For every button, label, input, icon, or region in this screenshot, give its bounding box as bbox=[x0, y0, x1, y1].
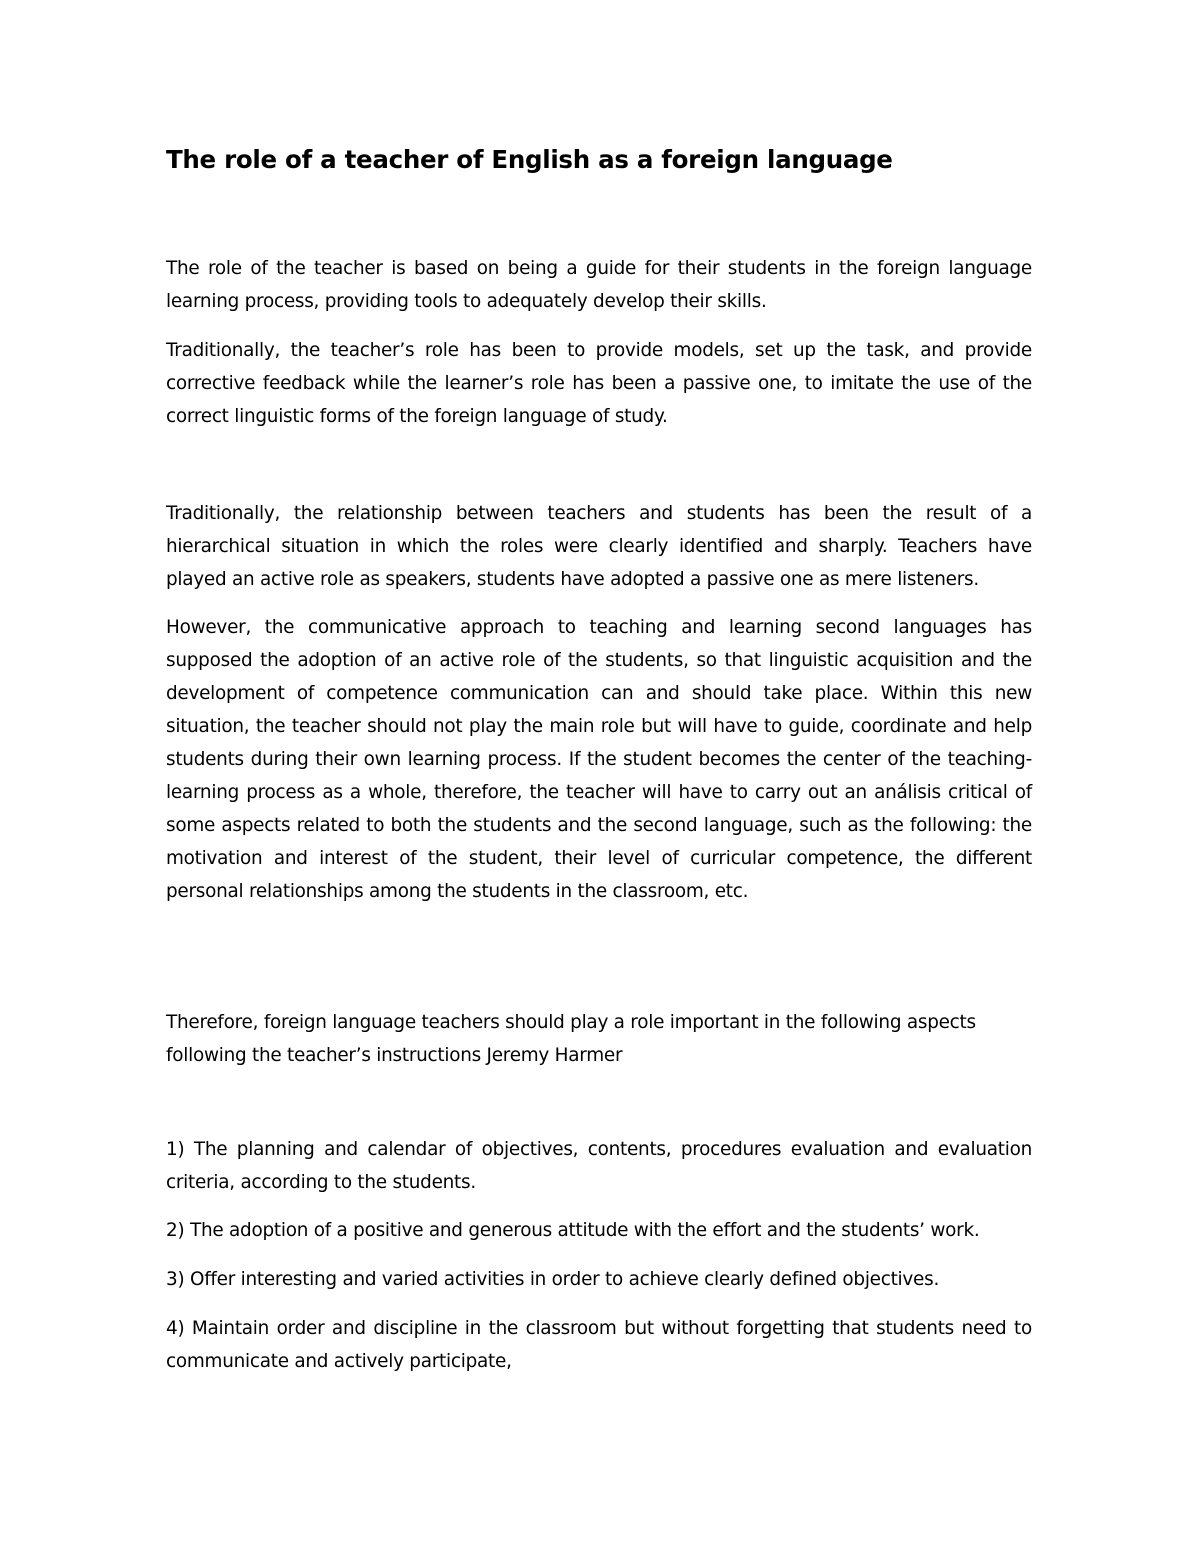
list-item-varied-activities: 3) Offer interesting and varied activities in order to achieve clearly defined objectives. bbox=[166, 1269, 940, 1290]
list-item-planning: 1) The planning and calendar of objectives, contents, procedures evaluation and evaluation criteria, according to the students. bbox=[166, 1139, 1032, 1193]
document-title: The role of a teacher of English as a foreign language bbox=[166, 145, 893, 174]
list-item-positive-attitude: 2) The adoption of a positive and generous attitude with the effort and the students’ work. bbox=[166, 1220, 980, 1241]
paragraph-traditional-role: Traditionally, the teacher’s role has been to provide models, set up the task, and provide corrective feedback while the learner’s role has been a passive one, to imitate the use of the correct linguistic forms of the foreign language of study. bbox=[166, 340, 1032, 427]
paragraph-teacher-guide: The role of the teacher is based on being a guide for their students in the foreign language learning process, providing tools to adequately develop their skills. bbox=[166, 258, 1032, 312]
paragraph-traditional-relationship: Traditionally, the relationship between teachers and students has been the result of a hierarchical situation in which the roles were clearly identified and sharply. Teachers have played an active role as speakers, students have adopted a passive one as mere listeners. bbox=[166, 503, 1032, 590]
list-item-order-discipline: 4) Maintain order and discipline in the classroom but without forgetting that students need to communicate and actively participate, bbox=[166, 1318, 1032, 1372]
paragraph-harmer-aspects: Therefore, foreign language teachers should play a role important in the following aspects following the teacher’s instructions Jeremy Harmer bbox=[166, 1012, 976, 1066]
paragraph-communicative-approach: However, the communicative approach to teaching and learning second languages has supposed the adoption of an active role of the students, so that linguistic acquisition and the development of competence communication can and should take place. Within this new situation, the teacher should not play the main role but will have to guide, coordinate and help students during their own learning process. If the student becomes the center of the teaching-learning process as a whole, therefore, the teacher will have to carry out an análisis critical of some aspects related to both the students and the second language, such as the following: the motivation and interest of the student, their level of curricular competence, the different personal relationships among the students in the classroom, etc. bbox=[166, 617, 1032, 902]
